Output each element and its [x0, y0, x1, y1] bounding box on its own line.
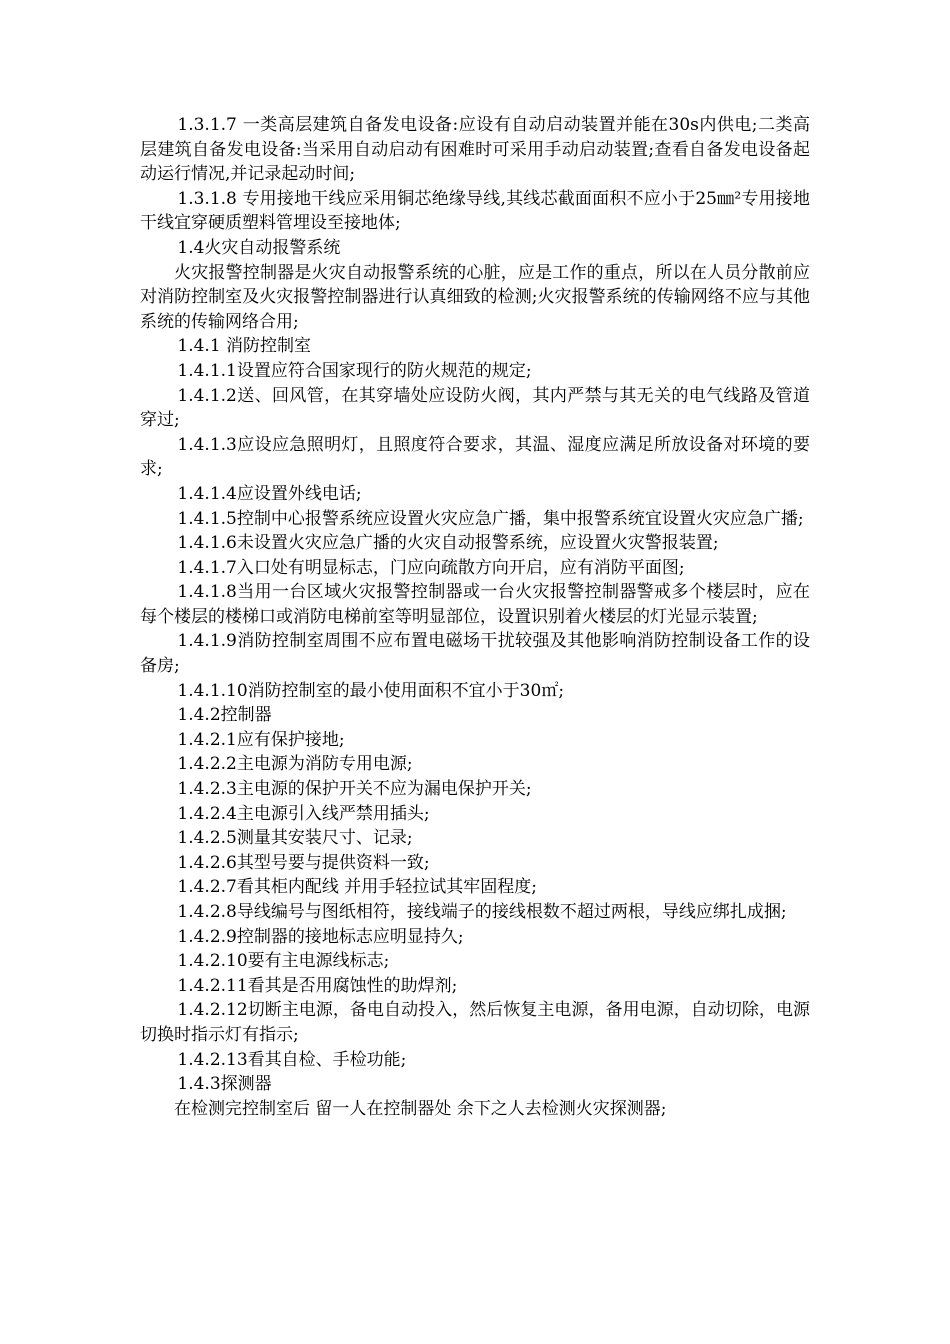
paragraph-1-3-1-7: 1.3.1.7 一类高层建筑自备发电设备:应设有自动启动装置并能在30s内供电;二类高层建筑自备发电设备:当采用自动启动有困难时可采用手动启动装置;查看自备发电设备起动运行情况,并记录起动时间; [140, 115, 810, 185]
paragraph-1-4-1-10: 1.4.1.10消防控制室的最小使用面积不宜小于30㎡; [177, 680, 565, 701]
paragraph-1-4-2-11: 1.4.2.11看其是否用腐蚀性的助焊剂; [177, 975, 458, 996]
paragraph-1-4-2-5: 1.4.2.5测量其安装尺寸、记录; [177, 828, 413, 849]
paragraph-1-4-1-7: 1.4.1.7入口处有明显标志，门应向疏散方向开启，应有消防平面图; [177, 557, 685, 578]
paragraph-1-4-2-12: 1.4.2.12切断主电源，备电自动投入，然后恢复主电源，备用电源，自动切除，电源切换时指示灯有指示; [140, 1000, 810, 1045]
document-body [140, 113, 810, 1121]
paragraph-1-4-1-8: 1.4.1.8当用一台区域火灾报警控制器或一台火灾报警控制器警戒多个楼层时，应在每个楼层的楼梯口或消防电梯前室等明显部位，设置识别着火楼层的灯光显示装置; [140, 582, 810, 627]
paragraph-1-4-2-8: 1.4.2.8导线编号与图纸相符，接线端子的接线根数不超过两根，导线应绑扎成捆; [177, 902, 787, 922]
heading-1-4: 1.4火灾自动报警系统 [177, 237, 341, 258]
paragraph-1-4-2-10: 1.4.2.10要有主电源线标志; [177, 951, 390, 972]
paragraph-1-4-2-7: 1.4.2.7看其柜内配线 并用手轻拉试其牢固程度; [177, 877, 537, 898]
heading-1-4-2: 1.4.2控制器 [177, 705, 272, 726]
paragraph-1-4-2-3: 1.4.2.3主电源的保护开关不应为漏电保护开关; [177, 779, 532, 800]
heading-1-4-1: 1.4.1 消防控制室 [177, 336, 312, 357]
paragraph-1-4-1-1: 1.4.1.1设置应符合国家现行的防火规范的规定; [177, 360, 532, 381]
paragraph-1-4-2-1: 1.4.2.1应有保护接地; [177, 729, 345, 750]
paragraph-1-4-1-3: 1.4.1.3应设应急照明灯，且照度符合要求，其温、湿度应满足所放设备对环境的要求; [140, 434, 810, 480]
paragraph-1-4-1-5: 1.4.1.5控制中心报警系统应设置火灾应急广播，集中报警系统宜设置火灾应急广播; [177, 508, 804, 529]
paragraph-1-3-1-8: 1.3.1.8 专用接地干线应采用铜芯绝缘导线,其线芯截面面积不应小于25㎜²专用接地干线宜穿硬质塑料管埋设至接地体; [140, 188, 810, 234]
paragraph-1-4-1-9: 1.4.1.9消防控制室周围不应布置电磁场干扰较强及其他影响消防控制设备工作的设备房; [140, 631, 810, 677]
paragraph-1-4-2-2: 1.4.2.2主电源为消防专用电源; [177, 754, 413, 775]
paragraph-1-4-2-13: 1.4.2.13看其自检、手检功能; [177, 1049, 407, 1070]
paragraph-1-4-2-4: 1.4.2.4主电源引入线严禁用插头; [177, 803, 430, 824]
heading-1-4-3: 1.4.3探测器 [177, 1074, 272, 1095]
paragraph-detector-intro: 在检测完控制室后 留一人在控制器处 余下之人去检测火灾探测器; [174, 1098, 667, 1119]
paragraph-intro-controller: 火灾报警控制器是火灾自动报警系统的心脏，应是工作的重点，所以在人员分散前应对消防控制室及火灾报警控制器进行认真细致的检测;火灾报警系统的传输网络不应与其他系统的传输网络合用; [140, 262, 810, 332]
paragraph-1-4-2-6: 1.4.2.6其型号要与提供资料一致; [177, 852, 430, 873]
paragraph-1-4-1-4: 1.4.1.4应设置外线电话; [177, 483, 362, 504]
paragraph-1-4-1-6: 1.4.1.6未设置火灾应急广播的火灾自动报警系统，应设置火灾警报装置; [177, 533, 719, 554]
paragraph-1-4-1-2: 1.4.1.2送、回风管，在其穿墙处应设防火阀，其内严禁与其无关的电气线路及管道穿过; [140, 385, 810, 431]
paragraph-1-4-2-9: 1.4.2.9控制器的接地标志应明显持久; [177, 926, 464, 947]
